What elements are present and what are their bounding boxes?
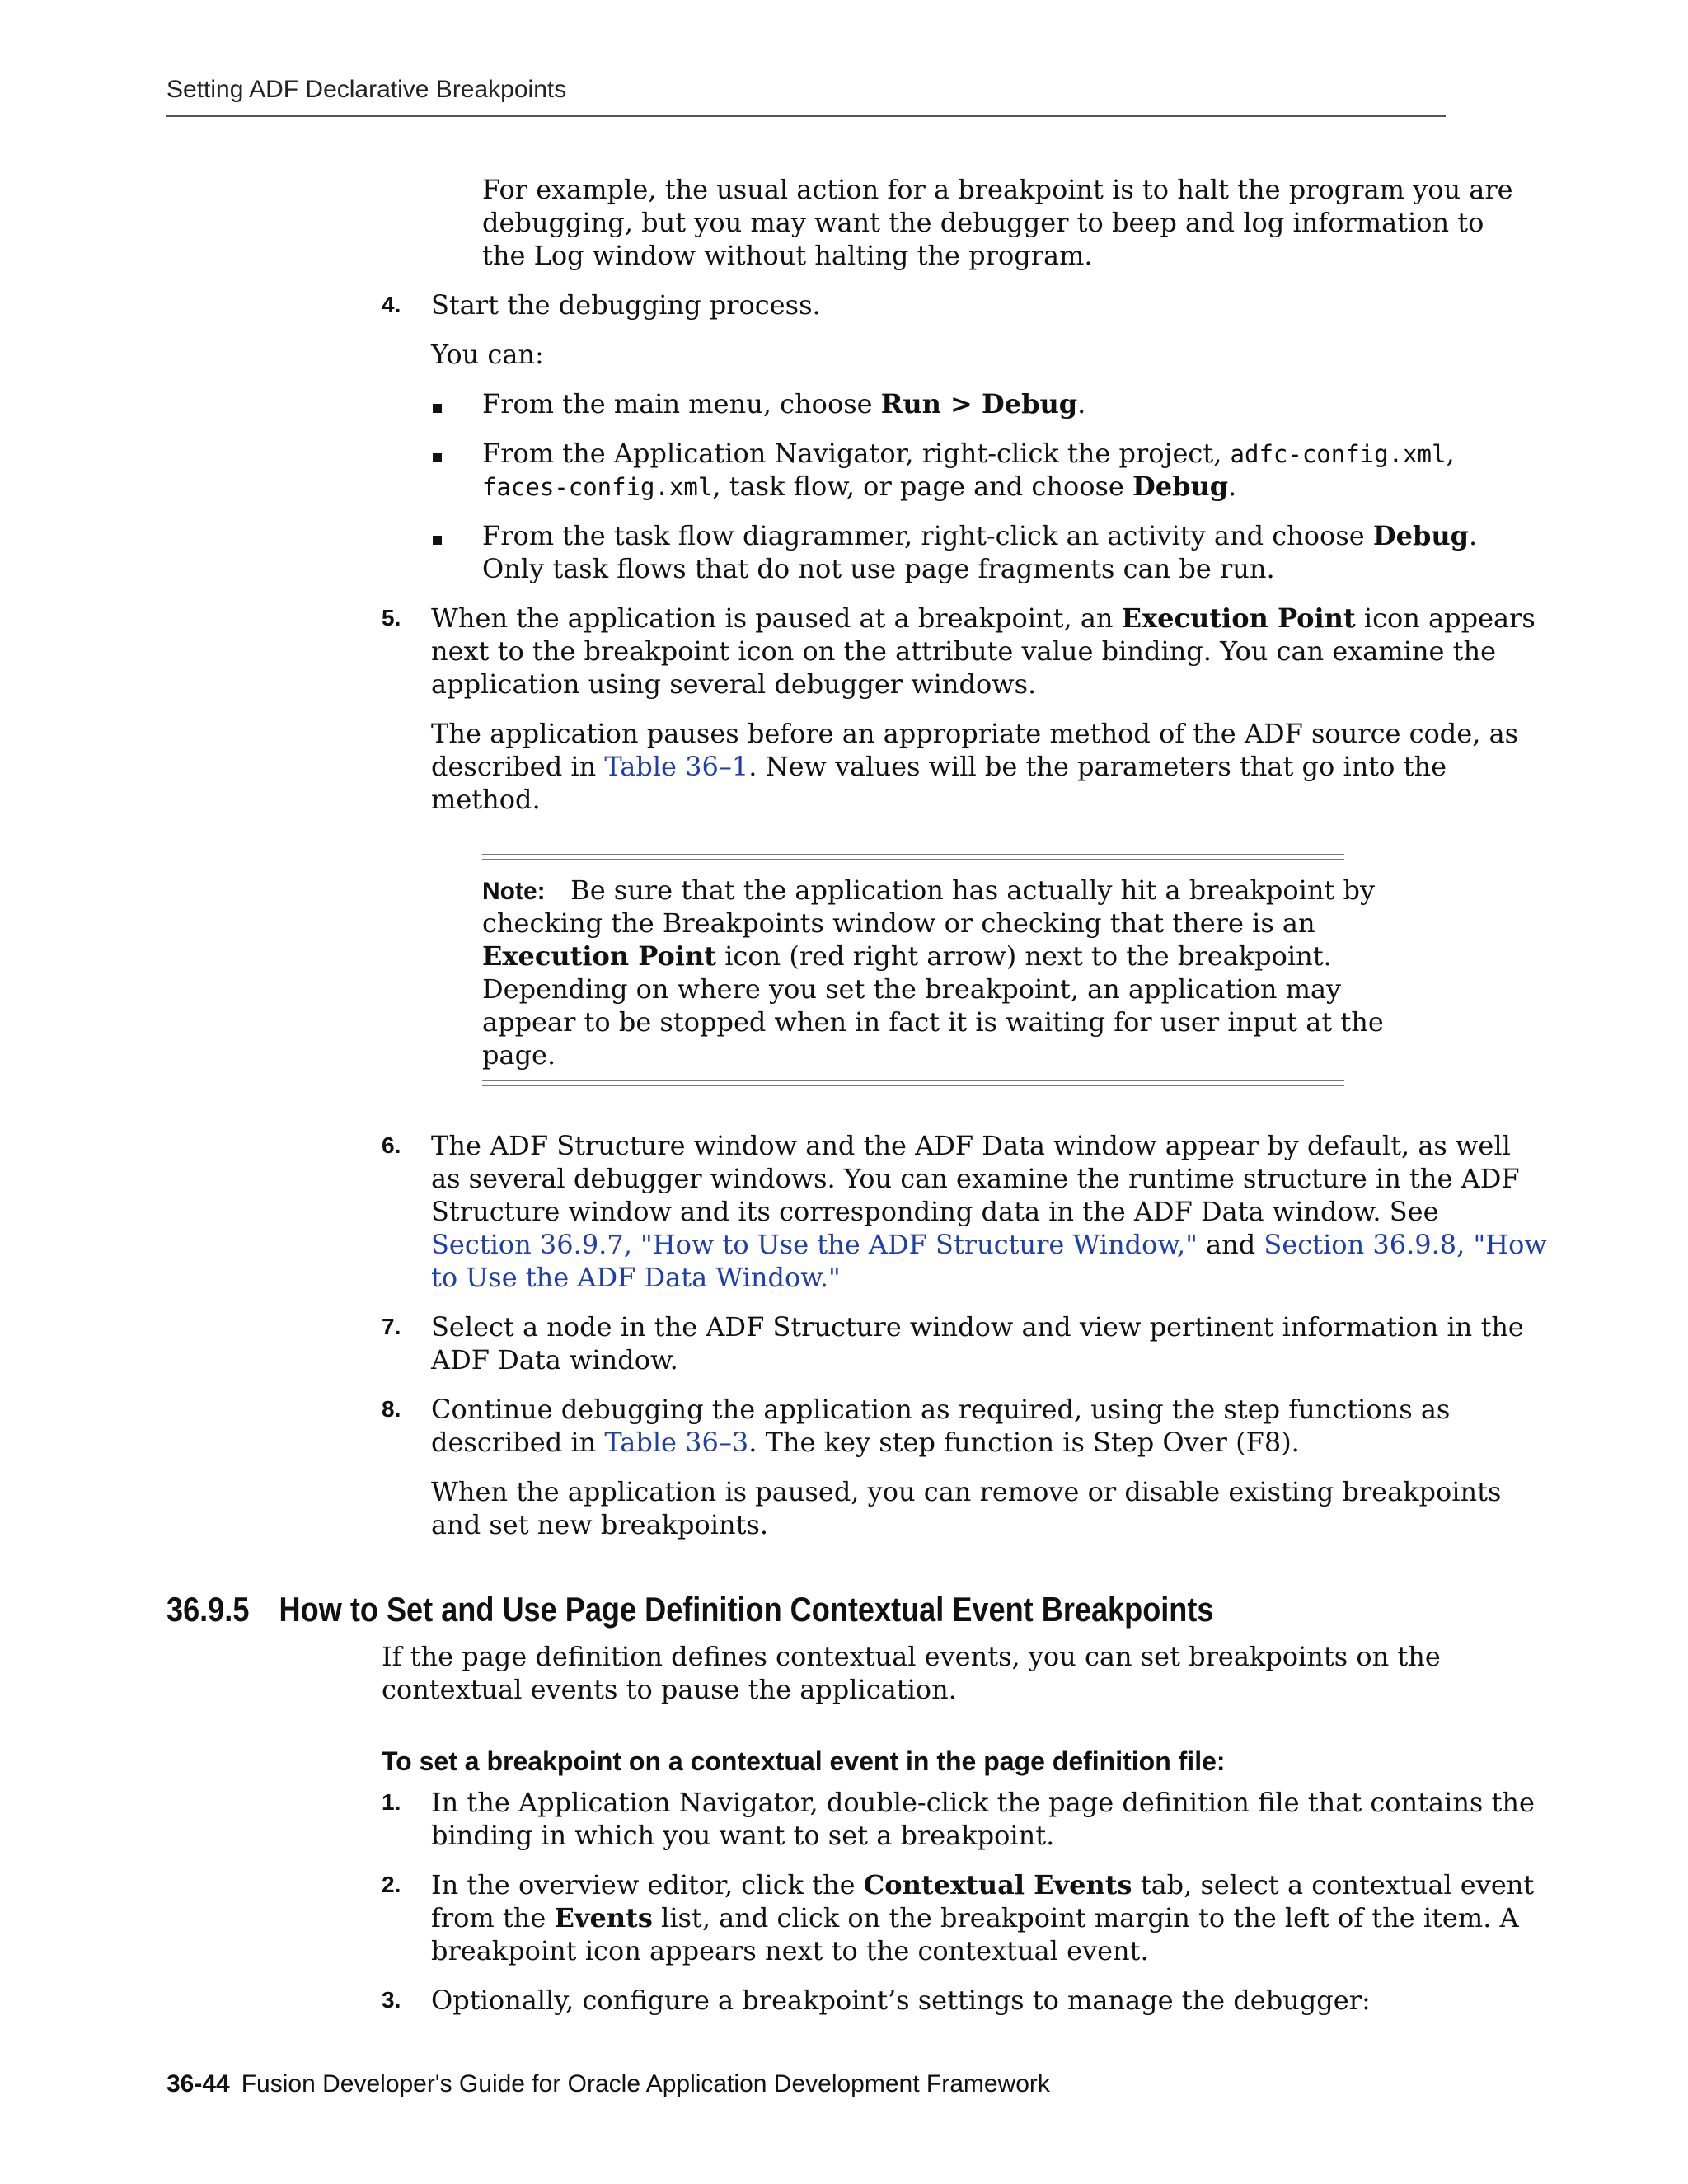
step-8-number: 8. <box>382 1396 401 1422</box>
note-top-rule <box>482 854 1344 855</box>
proc-step-2-line-2: from the Events list, and click on the breakpoint margin to the left of the item. A <box>431 1902 1519 1933</box>
intro-line-3: the Log window without halting the program. <box>482 240 1093 271</box>
step-5-number: 5. <box>382 605 401 630</box>
section-36-9-8-link[interactable]: Section 36.9.8, "How <box>1264 1229 1547 1260</box>
note-line-2: checking the Breakpoints window or checking that there is an <box>482 907 1315 939</box>
note-line-5: appear to be stopped when in fact it is waiting for user input at the <box>482 1006 1384 1038</box>
step-6-line-1: The ADF Structure window and the ADF Data window appear by default, as well <box>431 1130 1511 1161</box>
intro-line-1: For example, the usual action for a breakpoint is to halt the program you are <box>482 174 1513 205</box>
step-4-number: 4. <box>382 292 401 317</box>
section-36-9-7-link[interactable]: Section 36.9.7, "How to Use the ADF Structure Window," <box>431 1229 1198 1260</box>
step-4-bullet-3-line-2: Only task flows that do not use page fragments can be run. <box>482 553 1275 584</box>
section-para-line-2: contextual events to pause the application. <box>382 1674 957 1705</box>
proc-step-2-line-1: In the overview editor, click the Contextual Events tab, select a contextual event <box>431 1869 1535 1900</box>
step-8-line-2: described in Table 36–3. The key step function is Step Over (F8). <box>431 1427 1300 1458</box>
note-top-rule <box>482 859 1344 860</box>
code-faces-config: faces-config.xml <box>482 473 713 501</box>
page-number: 36-44 <box>166 2070 230 2097</box>
proc-step-2-line-3: breakpoint icon appears next to the contextual event. <box>431 1935 1149 1966</box>
step-4-bullet-3-line-1: From the task flow diagrammer, right-click an activity and choose Debug. <box>482 520 1478 551</box>
section-para-line-1: If the page definition defines contextual events, you can set breakpoints on the <box>382 1641 1441 1672</box>
bullet-marker <box>433 453 442 462</box>
note-line-1: Note: Be sure that the application has actually hit a breakpoint by <box>482 874 1376 906</box>
step-5-line-3: application using several debugger windows. <box>431 668 1037 700</box>
step-8-line-1: Continue debugging the application as required, using the step functions as <box>431 1394 1451 1425</box>
book-title: Fusion Developer's Guide for Oracle Application Development Framework <box>241 2070 1050 2097</box>
step-8-para-2-line-1: When the application is paused, you can remove or disable existing breakpoints <box>431 1476 1502 1507</box>
note-label: Note: <box>482 878 546 905</box>
step-4-bullet-1: From the main menu, choose Run > Debug. <box>482 388 1086 419</box>
step-5-para-2-line-1: The application pauses before an appropriate method of the ADF source code, as <box>431 718 1519 749</box>
page-footer <box>166 2070 1050 2098</box>
step-6-number: 6. <box>382 1132 401 1158</box>
section-36-9-8-link-cont[interactable]: to Use the ADF Data Window." <box>431 1262 841 1293</box>
table-36-3-link[interactable]: Table 36–3 <box>604 1427 749 1458</box>
step-5-para-2-line-2: described in Table 36–1. New values will be the parameters that go into the <box>431 751 1447 782</box>
step-6-line-5 <box>431 1261 841 1294</box>
code-adfc-config: adfc-config.xml <box>1230 440 1447 468</box>
bullet-marker <box>433 536 442 545</box>
step-5-line-1: When the application is paused at a breakpoint, an Execution Point icon appears <box>431 602 1536 634</box>
procedure-heading: To set a breakpoint on a contextual event in the page definition file: <box>382 1746 1226 1776</box>
step-6-line-3: Structure window and its corresponding data in the ADF Data window. See <box>431 1196 1439 1227</box>
proc-step-3-line-1: Optionally, configure a breakpoint’s settings to manage the debugger: <box>431 1985 1371 2016</box>
step-5-line-2: next to the breakpoint icon on the attribute value binding. You can examine the <box>431 635 1497 667</box>
step-7-number: 7. <box>382 1314 401 1339</box>
proc-step-1-line-1: In the Application Navigator, double-click the page definition file that contains the <box>431 1787 1535 1818</box>
note-line-4: Depending on where you set the breakpoint, an application may <box>482 973 1342 1005</box>
step-4-text: Start the debugging process. <box>431 289 821 321</box>
proc-step-1-number: 1. <box>382 1789 401 1815</box>
note-line-3: Execution Point icon (red right arrow) next to the breakpoint. <box>482 940 1332 972</box>
section-heading: 36.9.5 How to Set and Use Page Definition Contextual Event Breakpoints <box>166 1590 1214 1629</box>
note-bottom-rule <box>482 1085 1344 1086</box>
intro-line-2: debugging, but you may want the debugger to beep and log information to <box>482 207 1484 238</box>
step-4-bullet-2-line-1: From the Application Navigator, right-click the project, adfc-config.xml, <box>482 438 1455 469</box>
step-5-para-2-line-3: method. <box>431 784 541 815</box>
proc-step-3-number: 3. <box>382 1987 401 2013</box>
step-4-bullet-2-line-2: faces-config.xml, task flow, or page and choose Debug. <box>482 471 1237 502</box>
step-6-line-2: as several debugger windows. You can examine the runtime structure in the ADF <box>431 1163 1520 1194</box>
running-header: Setting ADF Declarative Breakpoints <box>166 76 567 103</box>
proc-step-1-line-2: binding in which you want to set a breakpoint. <box>431 1820 1055 1851</box>
proc-step-2-number: 2. <box>382 1872 401 1897</box>
step-6-line-4: Section 36.9.7, "How to Use the ADF Structure Window," and Section 36.9.8, "How <box>431 1229 1547 1260</box>
step-8-para-2-line-2: and set new breakpoints. <box>431 1509 769 1540</box>
table-36-1-link[interactable]: Table 36–1 <box>604 751 749 782</box>
note-line-6: page. <box>482 1039 556 1071</box>
header-rule <box>166 115 1446 117</box>
step-7-line-2: ADF Data window. <box>431 1344 678 1376</box>
bullet-marker <box>433 404 442 413</box>
note-bottom-rule <box>482 1080 1344 1081</box>
step-7-line-1: Select a node in the ADF Structure window and view pertinent information in the <box>431 1311 1524 1343</box>
step-4-you-can: You can: <box>431 339 544 370</box>
